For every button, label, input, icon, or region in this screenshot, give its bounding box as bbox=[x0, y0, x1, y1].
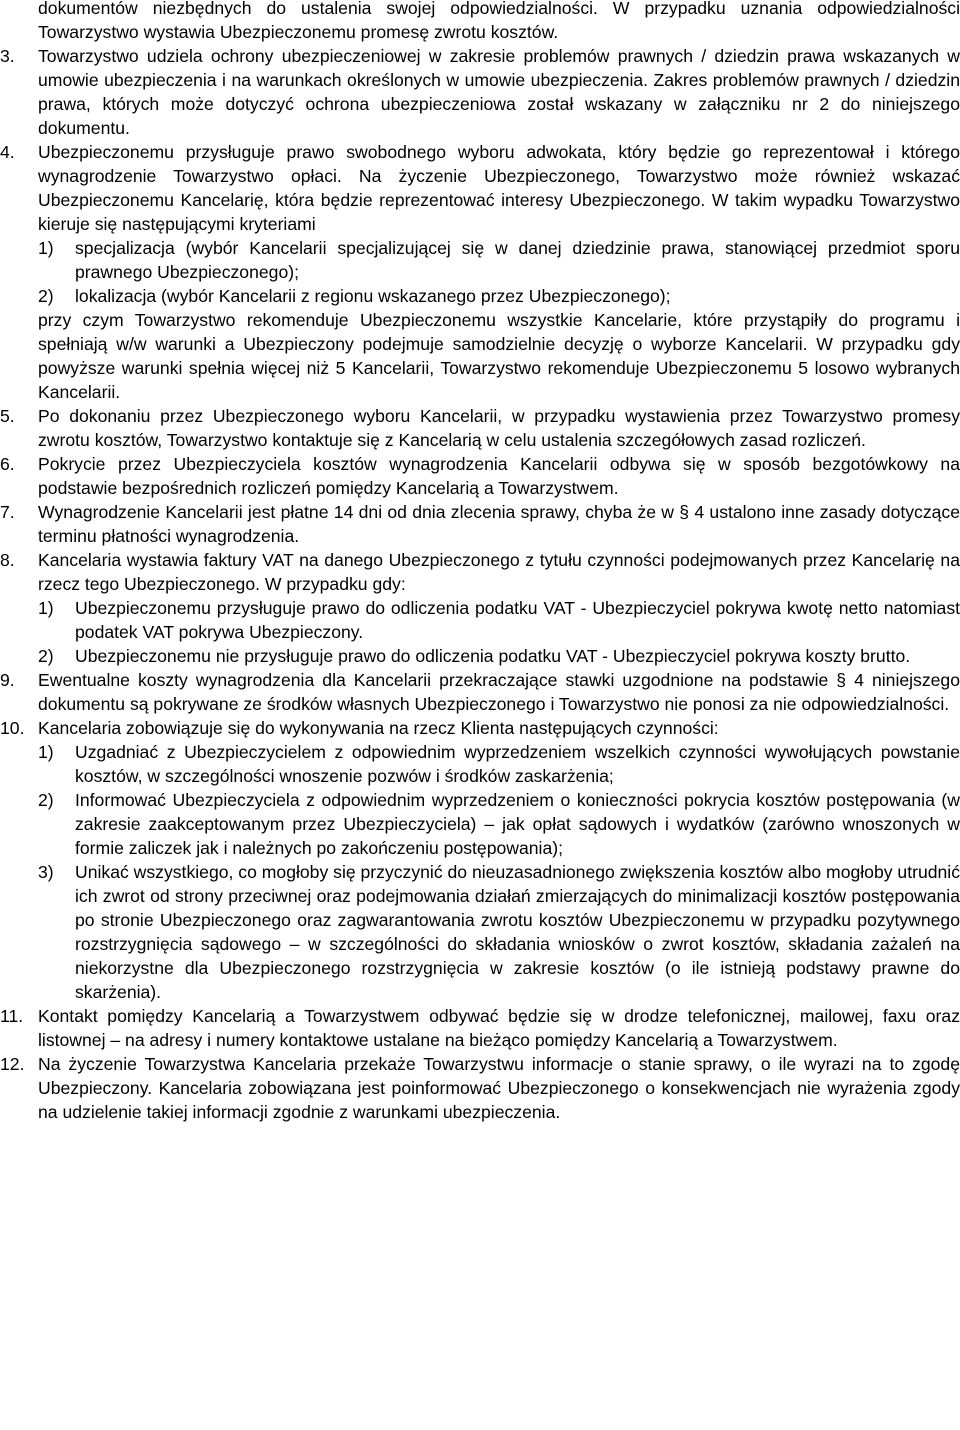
sub-item-number: 2) bbox=[38, 790, 54, 810]
sub-item-4-2 bbox=[0, 284, 960, 308]
item-text: Towarzystwo udziela ochrony ubezpieczeniowej w zakresie problemów prawnych / dziedzin prawa wskazanych w umowie ubezpieczenia i na warunkach określonych w umowie ubezpieczenia. Zakres problemów prawnych / dziedzin prawa, których może dotyczyć ochrona ubezpieczeniowa został wskazany w załączniku nr 2 do niniejszego dokumentu. bbox=[38, 46, 960, 138]
sub-item-text: Ubezpieczonemu nie przysługuje prawo do odliczenia podatku VAT - Ubezpieczyciel pokrywa koszty brutto. bbox=[75, 646, 911, 666]
item-text: Kancelaria zobowiązuje się do wykonywania na rzecz Klienta następujących czynności: bbox=[38, 718, 719, 738]
item-text: Ewentualne koszty wynagrodzenia dla Kancelarii przekraczające stawki uzgodnione na podstawie § 4 niniejszego dokumentu są pokrywane ze środków własnych Ubezpieczonego i Towarzystwo nie ponosi za nie odpowiedzialności. bbox=[38, 670, 960, 714]
sub-item-number: 2) bbox=[38, 646, 54, 666]
sub-item-10-3 bbox=[0, 860, 960, 1004]
item-text: Pokrycie przez Ubezpieczyciela kosztów wynagrodzenia Kancelarii odbywa się w sposób bezgotówkowy na podstawie bezpośrednich rozliczeń pomiędzy Kancelarią a Towarzystwem. bbox=[38, 454, 960, 498]
item-text: Wynagrodzenie Kancelarii jest płatne 14 dni od dnia zlecenia sprawy, chyba że w § 4 ustalono inne zasady dotyczące terminu płatności wynagrodzenia. bbox=[38, 502, 960, 546]
item-number: 9. bbox=[0, 670, 15, 690]
sub-item-number: 3) bbox=[38, 862, 54, 882]
item-number: 6. bbox=[0, 454, 15, 474]
sub-item-4-1 bbox=[0, 236, 960, 284]
list-item-12 bbox=[0, 1052, 960, 1124]
list-item-10 bbox=[0, 716, 960, 740]
item-text: Po dokonaniu przez Ubezpieczonego wyboru Kancelarii, w przypadku wystawienia przez Towarzystwo promesy zwrotu kosztów, Towarzystwo kontaktuje się z Kancelarią w celu ustalenia szczegółowych zasad rozliczeń. bbox=[38, 406, 960, 450]
intro-paragraph: dokumentów niezbędnych do ustalenia swojej odpowiedzialności. W przypadku uznania odpowiedzialności Towarzystwo wystawia Ubezpieczonemu promesę zwrotu kosztów. bbox=[38, 0, 960, 42]
sub-item-number: 1) bbox=[38, 598, 54, 618]
list-item-3 bbox=[0, 44, 960, 140]
list-item-6 bbox=[0, 452, 960, 500]
sub-item-text: Informować Ubezpieczyciela z odpowiednim wyprzedzeniem o konieczności pokrycia kosztów postępowania (w zakresie zaakceptowanym przez Ubezpieczyciela) – jak opłat sądowych i wydatków (zarówno wnoszonych w formie zaliczek jak i należnych po zakończeniu postępowania); bbox=[75, 790, 960, 858]
sub-item-text: Ubezpieczonemu przysługuje prawo do odliczenia podatku VAT - Ubezpieczyciel pokrywa kwotę netto natomiast podatek VAT pokrywa Ubezpieczony. bbox=[75, 598, 960, 642]
sub-item-text: lokalizacja (wybór Kancelarii z regionu wskazanego przez Ubezpieczonego); bbox=[75, 286, 671, 306]
sub-item-text: Unikać wszystkiego, co mogłoby się przyczynić do nieuzasadnionego zwiększenia kosztów albo mogłoby utrudnić ich zwrot od strony przeciwnej oraz podejmowania działań zmierzających do minimalizacji kosztów postępowania po stronie Ubezpieczonego oraz zagwarantowania zwrotu kosztów Ubezpieczonemu w przypadku pozytywnego rozstrzygnięcia sądowego – w szczególności do składania wniosków o zwrot kosztów, składania zażaleń na niekorzystne dla Ubezpieczonego rozstrzygnięcia w zakresie kosztów (o ile istnieją podstawy prawne do skarżenia). bbox=[75, 862, 960, 1002]
sub-item-number: 2) bbox=[38, 286, 54, 306]
sub-item-10-1 bbox=[0, 740, 960, 788]
sub-item-8-2 bbox=[0, 644, 960, 668]
sub-item-text: Uzgadniać z Ubezpieczycielem z odpowiednim wyprzedzeniem wszelkich czynności wywołujących powstanie kosztów, w szczególności wnoszenie pozwów i środków zaskarżenia; bbox=[75, 742, 960, 786]
item-number: 10. bbox=[0, 718, 25, 738]
sub-item-number: 1) bbox=[38, 238, 54, 258]
item-number: 5. bbox=[0, 406, 15, 426]
item-number: 8. bbox=[0, 550, 15, 570]
list-item-11 bbox=[0, 1004, 960, 1052]
sub-item-10-2 bbox=[0, 788, 960, 860]
list-item-5 bbox=[0, 404, 960, 452]
list-item-4 bbox=[0, 140, 960, 236]
list-item-8 bbox=[0, 548, 960, 596]
sub-item-number: 1) bbox=[38, 742, 54, 762]
list-item-7 bbox=[0, 500, 960, 548]
item-number: 7. bbox=[0, 502, 15, 522]
item-number: 12. bbox=[0, 1054, 25, 1074]
item-number: 4. bbox=[0, 142, 15, 162]
item-number: 3. bbox=[0, 46, 15, 66]
list-item-9 bbox=[0, 668, 960, 716]
item-4-continuation: przy czym Towarzystwo rekomenduje Ubezpieczonemu wszystkie Kancelarie, które przystąpiły do programu i spełniają w/w warunki a Ubezpieczony podejmuje samodzielnie decyzję o wyborze Kancelarii. W przypadku gdy powyższe warunki spełnia więcej niż 5 Kancelarii, Towarzystwo rekomenduje Ubezpieczonemu 5 losowo wybranych Kancelarii. bbox=[38, 310, 960, 402]
item-text: Na życzenie Towarzystwa Kancelaria przekaże Towarzystwu informacje o stanie sprawy, o ile wyrazi na to zgodę Ubezpieczony. Kancelaria zobowiązana jest poinformować Ubezpieczonego o konsekwencjach nie wyrażenia zgody na udzielenie takiej informacji zgodnie z warunkami ubezpieczenia. bbox=[38, 1054, 960, 1122]
sub-item-8-1 bbox=[0, 596, 960, 644]
sub-item-text: specjalizacja (wybór Kancelarii specjalizującej się w danej dziedzinie prawa, stanowiącej przedmiot sporu prawnego Ubezpieczonego); bbox=[75, 238, 960, 282]
item-text: Kancelaria wystawia faktury VAT na danego Ubezpieczonego z tytułu czynności podejmowanych przez Kancelarię na rzecz tego Ubezpieczonego. W przypadku gdy: bbox=[38, 550, 960, 594]
item-text: Kontakt pomiędzy Kancelarią a Towarzystwem odbywać będzie się w drodze telefonicznej, mailowej, faxu oraz listownej – na adresy i numery kontaktowe ustalane na bieżąco pomiędzy Kancelarią a Towarzystwem. bbox=[38, 1006, 960, 1050]
item-text: Ubezpieczonemu przysługuje prawo swobodnego wyboru adwokata, który będzie go reprezentował i którego wynagrodzenie Towarzystwo opłaci. Na życzenie Ubezpieczonego, Towarzystwo może również wskazać Ubezpieczonemu Kancelarię, która będzie reprezentować interesy Ubezpieczonego. W takim wypadku Towarzystwo kieruje się następującymi kryteriami bbox=[38, 142, 960, 234]
item-number: 11. bbox=[0, 1006, 24, 1026]
